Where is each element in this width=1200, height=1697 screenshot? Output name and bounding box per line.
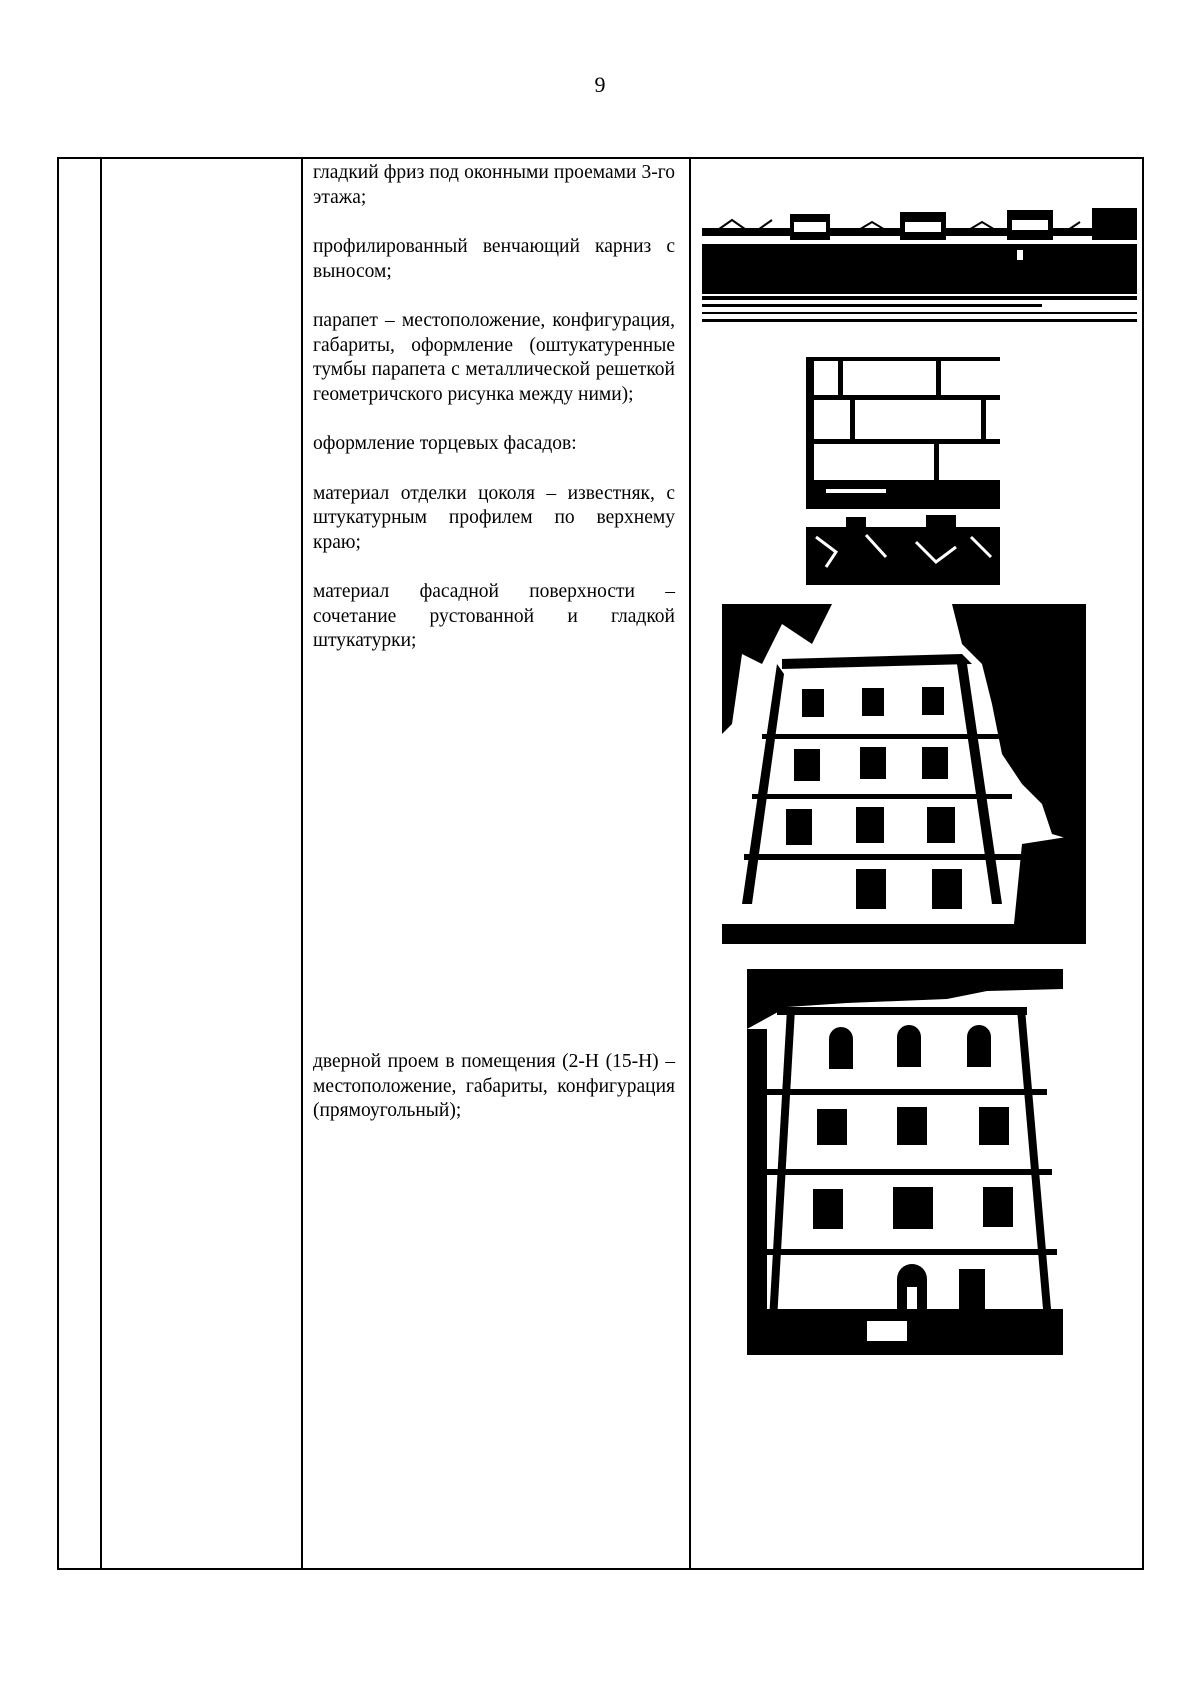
- attributes-table: [57, 157, 1144, 1570]
- list-item-cornice: профилированный венчающий карниз с выносом;: [313, 236, 675, 282]
- facade-photo-2: [747, 969, 1063, 1355]
- facade-photo-1: [722, 604, 1086, 944]
- column-divider-1: [100, 159, 102, 1568]
- list-item-end-facades: оформление торцевых фасадов:: [313, 433, 577, 454]
- list-item-door: дверной проем в помещения (2-Н (15-Н) – местоположение, габариты, конфигурация (прямоугольный);: [313, 1051, 675, 1121]
- description-door: [313, 1050, 675, 1124]
- column-divider-3: [689, 159, 691, 1568]
- rustication-plinth-photo: [806, 357, 1000, 585]
- list-item-plinth-material: материал отделки цоколя – известняк, с штукатурным профилем по верхнему краю;: [313, 482, 675, 553]
- column-divider-2: [301, 159, 303, 1568]
- list-item-frieze: гладкий фриз под оконными проемами 3-го этажа;: [313, 162, 675, 208]
- list-item-parapet: парапет – местоположение, конфигурация, габариты, оформление (оштукатуренные тумбы парапета с металлической решеткой геометричского рисунка между ними);: [313, 310, 675, 405]
- page-number: 9: [594, 72, 606, 97]
- list-item-facade-material: материал фасадной поверхности – сочетание рустованной и гладкой штукатурки;: [313, 581, 675, 651]
- cornice-parapet-photo: [702, 200, 1137, 324]
- description-list: [313, 161, 675, 654]
